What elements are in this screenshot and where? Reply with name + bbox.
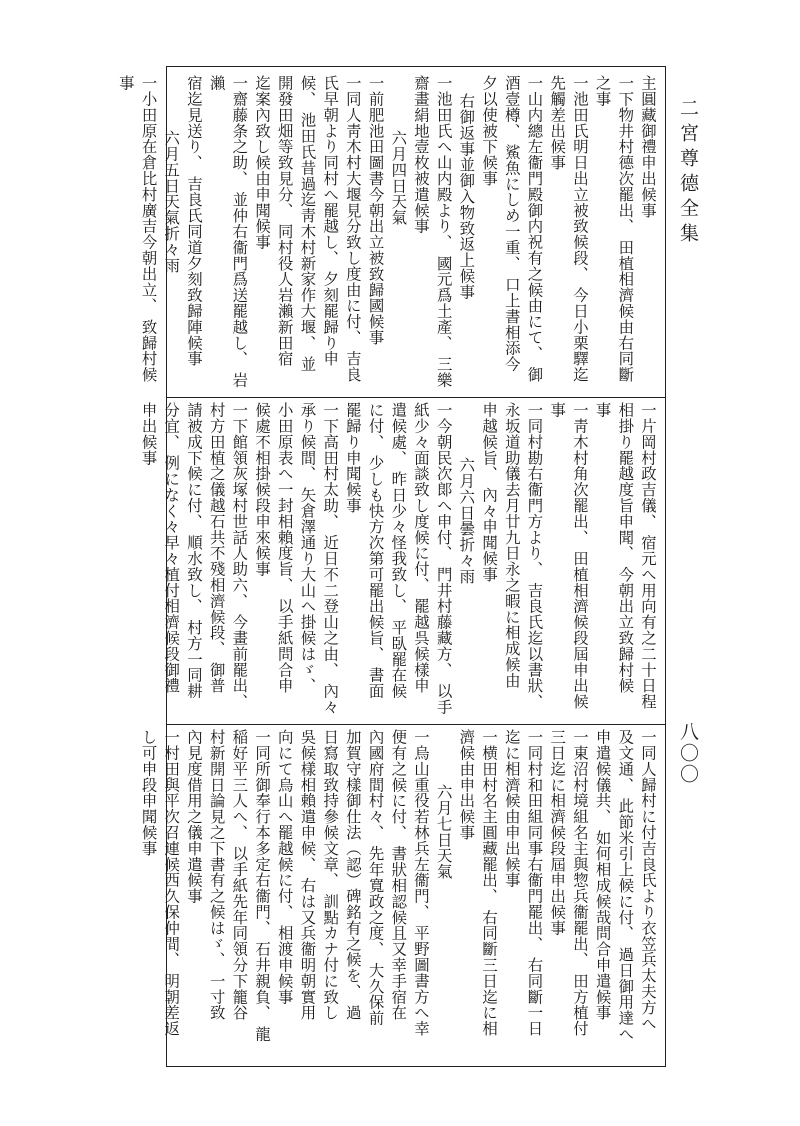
diary-text-line: 迄案內致し候由申聞候事: [253, 75, 272, 250]
diary-date-line: 六月四日天氣: [389, 130, 408, 226]
diary-text-line: 宿迄見送り、 吉良氏同道夕刻致歸陣候事: [184, 75, 203, 367]
tier-lower: [139, 729, 659, 1059]
diary-text-line: 及文通、 此節米引上候に付、 過日御用達へ: [616, 729, 635, 1042]
diary-date-line: 六月六日曇折々雨: [457, 457, 476, 585]
diary-text-line: 之事: [593, 75, 612, 107]
diary-entry-line: 一池田氏明日出立被致候段、 今日小栗驛迄: [570, 75, 589, 383]
diary-date-line: 六月五日天氣折々雨: [162, 130, 181, 274]
diary-text-line: 申出候事: [139, 402, 158, 466]
diary-text-line: 內見度借用之儀申遣候事: [184, 729, 203, 904]
tier-middle-text: [139, 402, 659, 720]
diary-entry-line: 一下館領灰塚村世話人助六、 今畫前罷出、: [230, 402, 249, 710]
diary-entry-line: 一齋藤条之助、 並仲右衞門爲送罷越し、 岩瀨: [207, 75, 249, 388]
diary-text-line: 向にて烏山へ罷越候に付、 相渡申候事: [275, 729, 294, 1005]
diary-text-line: 右御返事並御入物致返上候事: [457, 93, 476, 301]
diary-text-line: 永坂道助儀去月廿九日永之暇に相成候由: [502, 402, 521, 689]
diary-text-line: 村方田植之儀越石共不殘相濟候段、 御普: [207, 402, 226, 694]
diary-text-line: 紙少々面談致し度候に付、 罷越呉候樣申: [411, 402, 430, 694]
diary-entry-line: 一池田氏へ山内殿より、 國元爲土產、 三樂: [434, 75, 453, 388]
diary-text-line: 事: [548, 402, 567, 418]
diary-entry-line: 一山内總左衞門殿御内祝有之候由にて、 御: [525, 75, 544, 383]
diary-text-line: 小田原表へ一封相賴度旨、 以手紙問合申: [275, 402, 294, 694]
diary-text-line: 候、 池田氏昔過迄靑木村新家作大堰、 並: [298, 75, 317, 372]
diary-entry-line: 一烏山重役若林兵左衞門、 平野圖書方へ幸: [411, 729, 430, 1037]
diary-entry-line: 一今朝民次郞へ申付、 門井村藤藏方、 以手: [434, 402, 453, 715]
diary-text-line: 村新開日論見之下書有之候はゞ、 一寸致: [207, 729, 226, 1021]
diary-entry-line: 一片岡村政吉儀、 宿元へ用向有之二十日程: [639, 402, 657, 710]
tier-divider: [167, 724, 665, 725]
diary-text-line: し可申段申聞候事: [139, 729, 158, 857]
diary-entry-line: 一横田村名主圓藏罷出、 右同斷三日迄に相: [480, 729, 499, 1037]
diary-text-line: 請被成下候に付、 順水致し、 村方一同耕: [184, 402, 203, 699]
diary-entry-line: 一下物井村德次罷出、 田植相濟候由右同斷: [616, 75, 635, 383]
diary-entry-line: 一前肥池田圖書今朝出立被致歸國候事: [366, 75, 385, 346]
diary-text-line: 申越候旨、 內々申聞候事: [480, 402, 499, 583]
diary-text-line: 吳候樣相賴遣申候、 右は又兵衞明朝實用: [298, 729, 317, 1021]
diary-date-line: 六月七日天氣: [434, 784, 453, 880]
diary-text-line: 相掛り罷越度旨申聞、 今朝出立致歸村候: [616, 402, 635, 694]
diary-entry-line: 一東沼村境組名主與惣兵衞罷出、 田方植付: [570, 729, 589, 1037]
diary-text-line: 夕以使被下候事: [480, 75, 499, 187]
text-frame: [116, 66, 666, 1067]
tier-lower-text: [139, 729, 659, 1059]
tier-divider: [167, 397, 665, 398]
diary-text-line: 開發田畑等致見分、 同村役人岩瀨新田宿: [275, 75, 294, 367]
diary-entry-line: 一村田與平次召連候西久保仲間、 明朝差返: [162, 729, 181, 1037]
diary-text-line: 先觸差出候事: [548, 75, 567, 171]
diary-text-line: 便有之候に付、 書狀相認候且又幸手宿在: [389, 729, 408, 1021]
tier-middle: [139, 402, 659, 720]
diary-text-line: 齋畫絹地壹枚被遣候事: [411, 75, 430, 234]
diary-entry-line: 一同人歸村に付吉良氏より衣笠兵太夫方へ: [639, 729, 657, 1032]
diary-text-line: 候處不相掛候段申來候事: [253, 402, 272, 577]
diary-text-line: 加賀守樣御仕法（認）碑銘有之候を、 過: [343, 729, 362, 1021]
diary-entry-line: 一同人靑木村大堰見分致し度由に付、 吉良: [343, 75, 362, 383]
diary-text-line: 酒壹樽、 鯊魚にしめ一重、 口上書相添今: [502, 75, 521, 372]
diary-text-line: 迄に相濟候由申出候事: [502, 729, 521, 888]
diary-text-line: 氏早朝より同村へ罷越し、 夕刻罷歸り申: [321, 75, 340, 367]
diary-text-line: 主圓藏御禮申出候事: [639, 75, 657, 219]
tier-upper-text: [116, 75, 659, 393]
diary-text-line: 稲好平三人へ、 以手紙先年同領分下籠谷: [230, 729, 249, 1021]
diary-entry-line: 一同所御奉行本多定右衞門、 石井親負、 龍: [253, 729, 272, 1042]
diary-text-line: に付、 少しも快方次第可罷出候旨、 書面: [366, 402, 385, 699]
tier-upper: [116, 75, 659, 393]
diary-entry-line: 一同村和田組同事右衞門罷出、 右同斷一日: [525, 729, 544, 1037]
diary-text-line: 日寫取致持參候文章、 訓點カナ付に致し: [321, 729, 340, 1021]
diary-text-line: 事: [593, 402, 612, 418]
diary-text-line: 事: [116, 75, 135, 91]
diary-entry-line: 一同村勘右衞門方より、 吉良氏迄以書狀、: [525, 402, 544, 710]
diary-text-line: 罷歸り申聞候事: [343, 402, 362, 514]
diary-text-line: 申遣候儀共、 如何相成候哉問合申遣候事: [593, 729, 612, 1021]
diary-text-line: 濟候由申出候事: [457, 729, 476, 841]
diary-entry-line: 一下高田村太助、 近日不二登山之由、 內々: [321, 402, 340, 715]
diary-text-line: 承り候間、 矢倉澤通り大山へ掛候はゞ、: [298, 402, 317, 694]
diary-text-line: 內國府間村々、 先年寬政之度、 大久保前: [366, 729, 385, 1026]
running-head: 二宮尊德全集: [677, 98, 699, 248]
diary-entry-line: 一靑木村角次罷出、 田植相濟候段屆申出候: [570, 402, 589, 710]
diary-text-line: 分宜、 例になく々早々植付相濟候段御禮: [162, 402, 181, 694]
diary-entry-line: 一小田原在倉比村廣吉今朝出立、 致歸村候: [139, 75, 158, 383]
diary-text-line: 遣候處、 昨日少々怪我致し、 平臥罷在候: [389, 402, 408, 699]
diary-text-line: 三日迄に相濟候段屆申出候事: [548, 729, 567, 936]
page-number: 八〇〇: [677, 722, 699, 785]
